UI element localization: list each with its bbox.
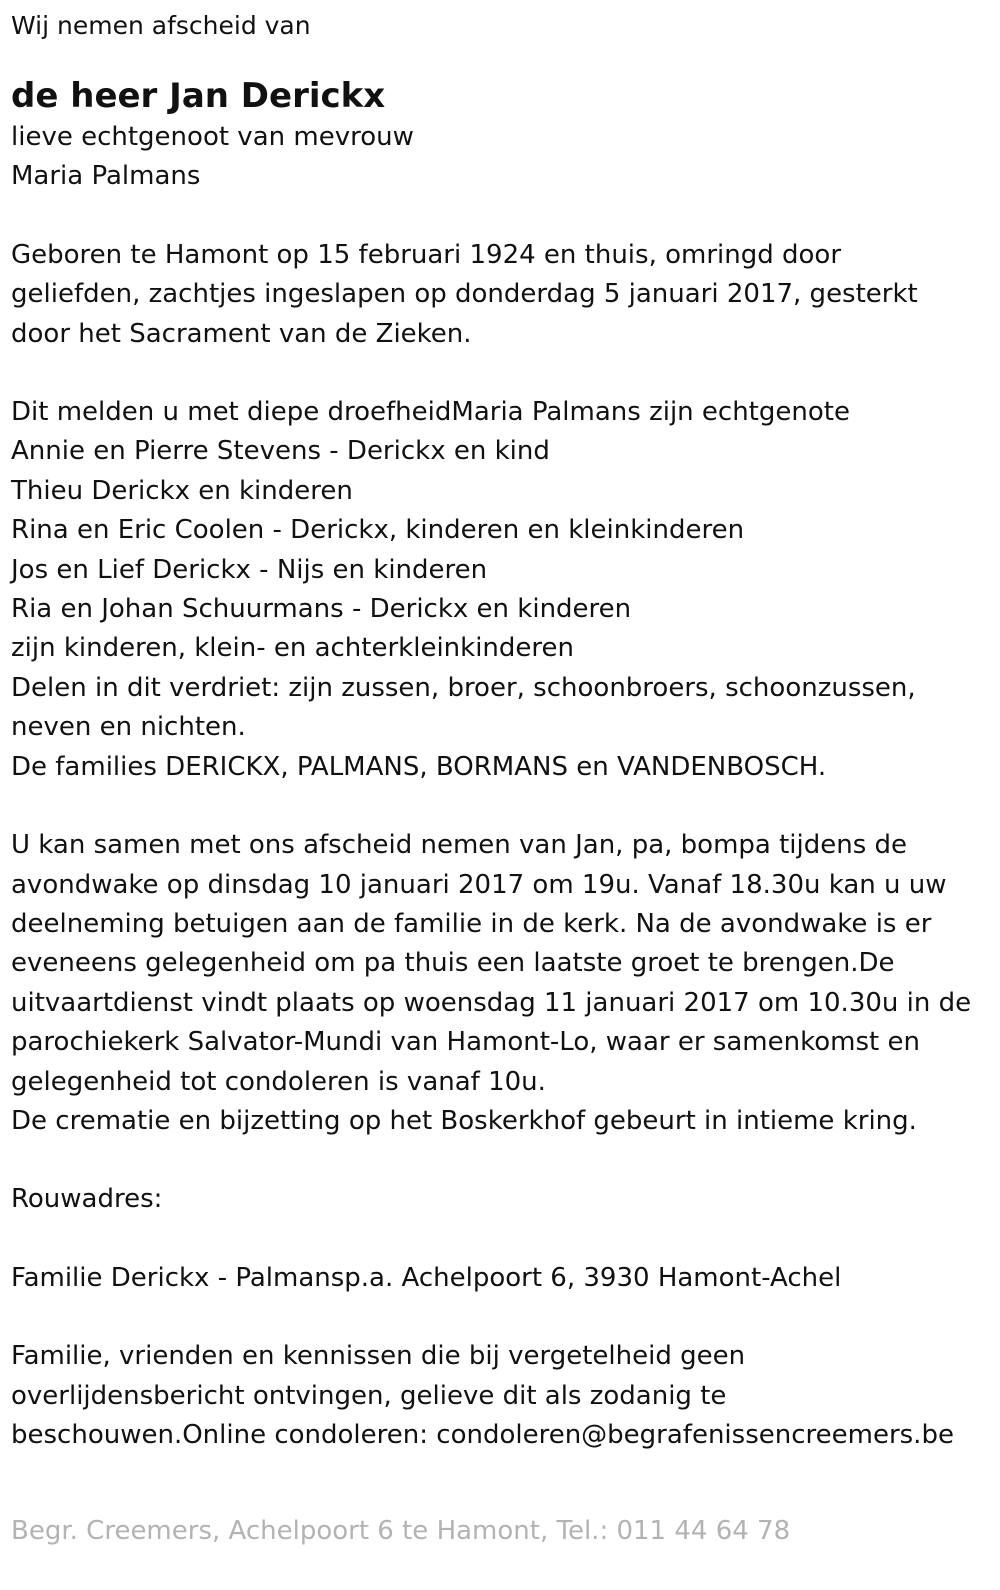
spouse-line: Maria Palmans [11,161,201,192]
ceremony-line: deelneming betuigen aan de familie in de kerk. Na de avondwake is er [11,908,932,939]
intro-text: Wij nemen afscheid van [11,11,311,40]
closing-line: Familie, vrienden en kennissen die bij vergetelheid geen [11,1341,746,1372]
spouse-line: lieve echtgenoot van mevrouw [11,122,414,152]
family-line: Ria en Johan Schuurmans - Derickx en kinderen [11,594,632,625]
ceremony-line: parochiekerk Salvator-Mundi van Hamont-Lo, waar er samenkomst en [11,1027,920,1058]
spouse-block [11,118,989,197]
family-line: zijn kinderen, klein- en achterkleinkinderen [11,633,574,664]
birth-death-block [11,236,989,354]
family-line: Thieu Derickx en kinderen [11,475,353,506]
family-line: Rina en Eric Coolen - Derickx, kinderen en kleinkinderen [11,515,745,546]
spacer [11,1141,989,1180]
closing-line: overlijdensbericht ontvingen, gelieve dit als zodanig te [11,1380,727,1411]
family-line: Annie en Pierre Stevens - Derickx en kind [11,436,550,467]
family-line: Delen in dit verdriet: zijn zussen, broer, schoonbroers, schoonzussen, [11,672,916,703]
ceremony-block [11,826,989,1141]
spacer [11,354,989,393]
family-line: De families DERICKX, PALMANS, BORMANS en VANDENBOSCH. [11,751,827,782]
birth-death-line: Geboren te Hamont op 15 februari 1924 en thuis, omringd door [11,239,842,270]
funeral-home-footer: Begr. Creemers, Achelpoort 6 te Hamont, Tel.: 011 44 64 78 [11,1516,791,1546]
ceremony-line: De crematie en bijzetting op het Boskerkhof gebeurt in intieme kring. [11,1105,917,1136]
closing-line: beschouwen.Online condoleren: condoleren@begrafenissencreemers.be [11,1419,954,1450]
family-line: neven en nichten. [11,712,246,743]
ceremony-line: uitvaartdienst vindt plaats op woensdag 11 januari 2017 om 10.30u in de [11,987,972,1018]
deceased-name: de heer Jan Derickx [11,76,386,116]
spacer [11,1220,989,1259]
birth-death-line: geliefden, zachtjes ingeslapen op donderdag 5 januari 2017, gesterkt [11,279,918,310]
ceremony-line: avondwake op dinsdag 10 januari 2017 om 19u. Vanaf 18.30u kan u uw [11,869,947,900]
ceremony-line: gelegenheid tot condoleren is vanaf 10u. [11,1066,546,1097]
family-line: Dit melden u met diepe droefheidMaria Palmans zijn echtgenote [11,397,850,428]
address-label: Rouwadres: [11,1184,163,1215]
closing-block [11,1337,989,1455]
family-block [11,393,989,787]
family-line: Jos en Lief Derickx - Nijs en kinderen [11,554,488,585]
ceremony-line: eveneens gelegenheid om pa thuis een laatste groet te brengen.De [11,948,895,979]
spacer [11,1298,989,1337]
spacer [11,787,989,826]
spacer [11,197,989,236]
birth-death-line: door het Sacrament van de Zieken. [11,318,472,349]
ceremony-line: U kan samen met ons afscheid nemen van Jan, pa, bompa tijdens de [11,830,908,861]
mourning-address: Familie Derickx - Palmansp.a. Achelpoort 6, 3930 Hamont-Achel [11,1262,842,1293]
